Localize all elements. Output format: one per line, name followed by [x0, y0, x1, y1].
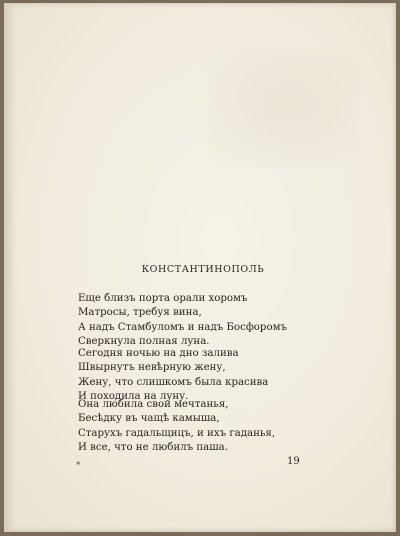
verse-line: Матросы, требуя вина,	[78, 307, 202, 319]
verse-line: Она любила свои мечтанья,	[78, 399, 229, 410]
verse-line: И все, что не любилъ паша.	[78, 441, 228, 453]
page-number: 19	[287, 456, 300, 467]
show-through-bleed	[209, 48, 359, 168]
verse-line: Еще близъ порта орали хоромъ	[78, 293, 248, 304]
verse-line: Бесѣдку въ чащѣ камыша,	[78, 413, 220, 425]
verse-line: Жену, что слишкомъ была красива	[78, 376, 269, 388]
verse-line: Сверкнула полная луна.	[78, 335, 210, 347]
stanza-3	[78, 398, 275, 455]
stanza-2	[78, 347, 268, 404]
verse-line: И походила на луну.	[78, 390, 189, 402]
signature-mark: *	[76, 461, 81, 471]
verse-line: Сегодня ночью на дно залива	[78, 348, 239, 359]
verse-line: Швырнутъ невѣрную жену,	[78, 362, 226, 374]
stanza-1	[78, 292, 287, 349]
verse-line: А надъ Стамбуломъ и надъ Босфоромъ	[78, 321, 287, 333]
verse-line: Старухъ гадальщицъ, и ихъ гаданья,	[78, 427, 276, 439]
book-page	[4, 3, 396, 532]
poem-title: КОНСТАНТИНОПОЛЬ	[141, 264, 265, 275]
